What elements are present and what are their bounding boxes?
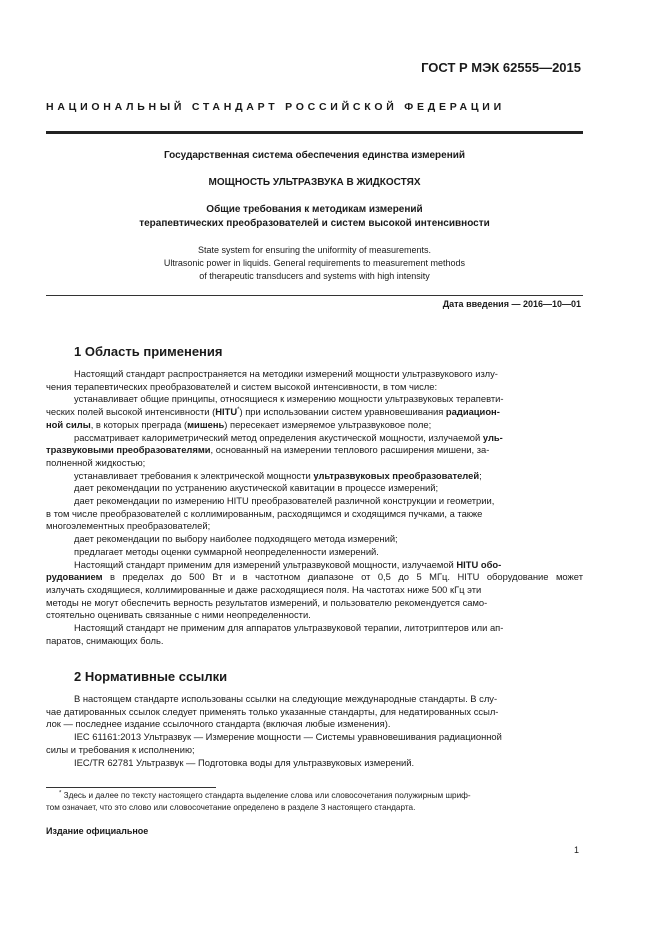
term-hitu: HITU (215, 406, 238, 418)
term-bold: мишень (187, 418, 225, 430)
footnote-rule (46, 787, 216, 788)
text-line: Настоящий стандарт не применим для аппаратов ультразвуковой терапии, литотриптеров или ап- (74, 622, 504, 634)
text-run: , в которых преграда ( (90, 418, 188, 430)
subtitle-line: Общие требования к методикам измерений (206, 204, 423, 215)
text-run: ) при использовании систем уравновешивания (239, 406, 446, 418)
english-title (46, 244, 583, 283)
text-line: лок — последнее издание ссылочного стандарта (включая любые изменения). (46, 718, 391, 730)
text-line: дает рекомендации по устранению акустической кавитации в процессе измерений; (74, 482, 439, 494)
text-line: паратов, снимающих боль. (46, 634, 164, 646)
subtitle-line: терапевтических преобразователей и систем высокой интенсивности (139, 218, 490, 229)
english-title-line: Ultrasonic power in liquids. General requirements to measurement methods (163, 258, 466, 268)
main-title: МОЩНОСТЬ УЛЬТРАЗВУКА В ЖИДКОСТЯХ (208, 177, 421, 188)
introduction-date: Дата введения — 2016—10—01 (442, 299, 581, 309)
section-2-heading: 2 Нормативные ссылки (74, 669, 228, 684)
text-line: устанавливает общие принципы, относящиеся к измерению мощности ультразвуковых терапевти- (74, 393, 504, 405)
term-bold: ультразвуковых преобразователей (313, 469, 480, 481)
text-run: ческих полей высокой интенсивности ( (46, 406, 216, 418)
text-line: IEC 61161:2013 Ультразвук — Измерение мощности — Системы уравновешивания радиационной (74, 731, 502, 743)
text-run: устанавливает требования к электрической мощности (74, 469, 314, 481)
section-1-heading: 1 Область применения (74, 344, 223, 359)
english-title-line: State system for ensuring the uniformity of measurements. (197, 245, 432, 255)
english-title-line: of therapeutic transducers and systems with high intensity (199, 271, 430, 281)
text-line (46, 470, 583, 483)
footnote-line (46, 790, 583, 802)
subtitle (46, 203, 583, 231)
text-run: , основанный на измерении теплового расширения мишени, за- (210, 444, 490, 456)
footnote (46, 790, 583, 813)
text-run: в пределах до 500 Вт и в частотном диапазоне от 0,5 до 5 МГц. HITU оборудование может (102, 571, 583, 583)
text-line: IEC/TR 62781 Ультразвук — Подготовка воды для ультразвуковых измерений. (74, 756, 415, 768)
term-bold: уль- (482, 431, 503, 443)
section-1-body (46, 368, 583, 647)
text-line: чае датированных ссылок следует применять только указанные стандарты, для недатированных ссыл- (46, 705, 499, 717)
text-line: предлагает методы оценки суммарной неопределенности измерений. (74, 545, 379, 557)
text-line: методы не могут обеспечить верность результатов измерений, и пользователю рекомендуется само- (46, 596, 488, 608)
document-number: ГОСТ Р МЭК 62555—2015 (421, 60, 581, 75)
text-line (46, 432, 583, 445)
term-bold: радиацион- (445, 406, 500, 418)
text-line (46, 406, 583, 419)
text-line: излучать сходящиеся, коллимированные и даже расходящиеся поля. На частотах ниже 500 кГц эти (46, 583, 482, 595)
text-run: Настоящий стандарт применим для измерений ультразвуковой мощности, излучаемой (74, 558, 457, 570)
text-line: многоэлементных преобразователей; (46, 520, 211, 532)
text-line: дает рекомендации по выбору наиболее подходящего метода измерений; (74, 533, 398, 545)
text-line (46, 571, 583, 584)
text-line (46, 444, 583, 457)
footnote-mark: * (59, 790, 62, 797)
text-run: рассматривает калориметрический метод определения акустической мощности, излучаемой (74, 431, 483, 443)
system-title: Государственная система обеспечения единства измерений (163, 150, 466, 161)
text-line (46, 559, 583, 572)
term-bold: HITU обо- (456, 558, 502, 570)
section-2-body (46, 693, 583, 769)
text-line: чения терапевтических преобразователей и систем высокой интенсивности, в том числе: (46, 380, 438, 392)
text-line: В настоящем стандарте использованы ссылки на следующие международные стандарты. В слу- (74, 693, 498, 704)
national-standard-banner: НАЦИОНАЛЬНЫЙ СТАНДАРТ РОССИЙСКОЙ ФЕДЕРАЦИИ (46, 101, 505, 113)
text-run: ; (479, 469, 482, 481)
edition-label: Издание официальное (46, 826, 149, 836)
footnote-text: Здесь и далее по тексту настоящего стандарта выделение слова или словосочетания полужирным шриф- (61, 791, 471, 800)
text-line: Настоящий стандарт распространяется на методики измерений мощности ультразвукового излу- (74, 368, 498, 379)
text-line: в том числе преобразователей с коллимированным, расходящимся и сходящимся пучками, а также (46, 507, 483, 519)
text-line: силы и требования к исполнению; (46, 743, 195, 755)
footnote-line: том означает, что это слово или словосочетание определено в разделе 3 настоящего стандарта. (46, 802, 416, 812)
page-number: 1 (574, 845, 580, 855)
text-run: ) пересекает измеряемое ультразвуковое поле; (224, 418, 432, 430)
text-line: полненной жидкостью; (46, 456, 146, 468)
text-line: дает рекомендации по измерению HITU преобразователей различной конструкции и геометрии, (74, 495, 495, 507)
term-bold: рудованием (46, 571, 103, 583)
title-rule (46, 295, 583, 296)
header-rule (46, 131, 583, 134)
term-bold: ной силы (46, 418, 91, 430)
text-line: стоятельно оценивать связанные с ними неопределенности. (46, 609, 311, 621)
text-line (46, 419, 583, 432)
term-bold: тразвуковыми преобразователями (46, 444, 211, 456)
footnote-marker: * (237, 406, 240, 413)
